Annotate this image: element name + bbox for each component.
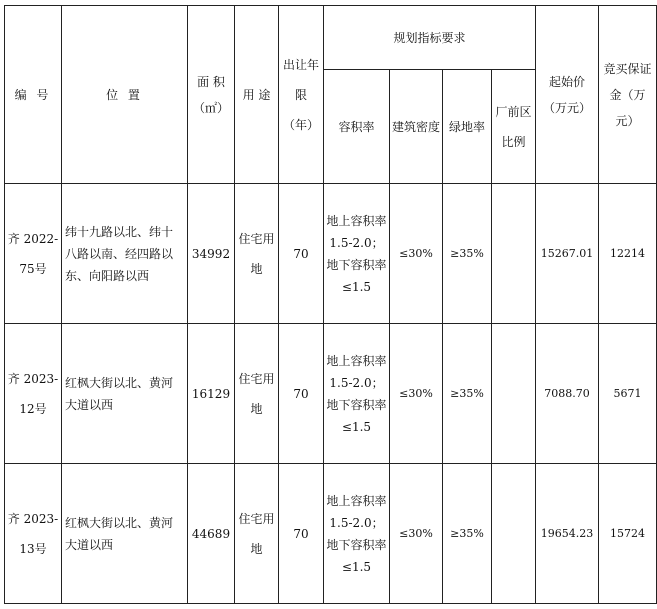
cell-area: 34992 bbox=[188, 184, 235, 324]
cell-area: 44689 bbox=[188, 464, 235, 604]
cell-density: ≤30% bbox=[390, 324, 443, 464]
header-location: 位 置 bbox=[62, 6, 188, 184]
cell-deposit: 5671 bbox=[599, 324, 657, 464]
cell-location: 红枫大街以北、黄河大道以西 bbox=[62, 324, 188, 464]
table-row bbox=[5, 464, 657, 604]
cell-far: 地上容积率1.5-2.0；地下容积率≤1.5 bbox=[324, 184, 390, 324]
table-row bbox=[5, 324, 657, 464]
header-factory: 厂前区比例 bbox=[492, 70, 536, 184]
cell-start-price: 15267.01 bbox=[536, 184, 599, 324]
cell-factory bbox=[492, 324, 536, 464]
header-code: 编 号 bbox=[5, 6, 62, 184]
cell-green: ≥35% bbox=[443, 184, 492, 324]
header-green: 绿地率 bbox=[443, 70, 492, 184]
cell-use: 住宅用地 bbox=[235, 184, 279, 324]
header-start-price: 起始价（万元） bbox=[536, 6, 599, 184]
cell-use: 住宅用地 bbox=[235, 464, 279, 604]
cell-far: 地上容积率1.5-2.0；地下容积率≤1.5 bbox=[324, 324, 390, 464]
cell-use: 住宅用地 bbox=[235, 324, 279, 464]
cell-deposit: 12214 bbox=[599, 184, 657, 324]
cell-code: 齐 2022-75号 bbox=[5, 184, 62, 324]
cell-green: ≥35% bbox=[443, 324, 492, 464]
cell-density: ≤30% bbox=[390, 464, 443, 604]
cell-factory bbox=[492, 184, 536, 324]
table-row bbox=[5, 184, 657, 324]
header-far: 容积率 bbox=[324, 70, 390, 184]
header-term: 出让年限（年） bbox=[279, 6, 324, 184]
cell-term: 70 bbox=[279, 184, 324, 324]
land-auction-table bbox=[4, 5, 657, 604]
cell-start-price: 7088.70 bbox=[536, 324, 599, 464]
cell-density: ≤30% bbox=[390, 184, 443, 324]
cell-factory bbox=[492, 464, 536, 604]
header-area: 面 积（㎡） bbox=[188, 6, 235, 184]
cell-term: 70 bbox=[279, 324, 324, 464]
cell-green: ≥35% bbox=[443, 464, 492, 604]
header-use: 用 途 bbox=[235, 6, 279, 184]
header-density: 建筑密度 bbox=[390, 70, 443, 184]
cell-code: 齐 2023-12号 bbox=[5, 324, 62, 464]
cell-location: 纬十九路以北、纬十八路以南、经四路以东、向阳路以西 bbox=[62, 184, 188, 324]
cell-code: 齐 2023-13号 bbox=[5, 464, 62, 604]
header-deposit: 竞买保证金（万元） bbox=[599, 6, 657, 184]
cell-deposit: 15724 bbox=[599, 464, 657, 604]
cell-far: 地上容积率1.5-2.0；地下容积率≤1.5 bbox=[324, 464, 390, 604]
cell-term: 70 bbox=[279, 464, 324, 604]
header-indicators-group: 规划指标要求 bbox=[324, 6, 536, 70]
cell-start-price: 19654.23 bbox=[536, 464, 599, 604]
cell-location: 红枫大街以北、黄河大道以西 bbox=[62, 464, 188, 604]
cell-area: 16129 bbox=[188, 324, 235, 464]
